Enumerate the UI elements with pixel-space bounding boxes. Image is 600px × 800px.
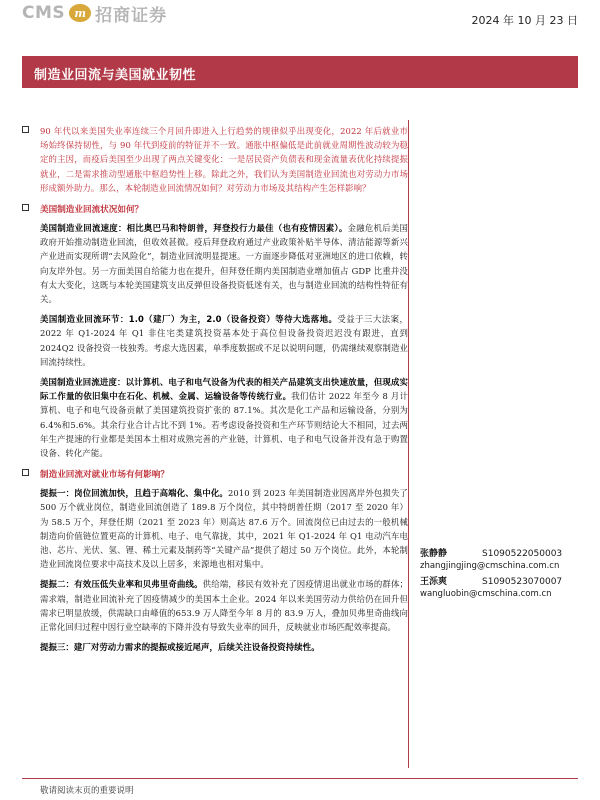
section-paragraph: 美国制造业回流进度：以计算机、电子和电气设备为代表的相关产品建筑支出快速放量，但现成实际工作量的依旧集中在石化、机械、金属、运输设备等传统行业。我们估计 2022 年至今 8 月计算机、电子和电气设备贡献了美国建筑投资扩张的 87.1%。其次是化工产品和运输设备，分别为 6.4%和5.6%。其余行业合计占比不到 1%。若考虑设备投资和生产环节则结论大不相同，过去两年生产提速的行业都是美国本土相对成熟完善的产业链，计算机、电子和电气设备并没有急于购置设备、转化产能。	[40, 377, 408, 459]
section-heading: 美国制造业回流状况如何？	[40, 203, 408, 215]
square-bullet-icon	[22, 126, 29, 133]
analyst-name: 张静静	[420, 549, 448, 559]
section-paragraph: 美国制造业回流环节：1.0（建厂）为主，2.0（设备投资）等待大选落地。受益于三大法案，2022 年 Q1-2024 年 Q1 非住宅类建筑投资基本处于高位但设备投资迟迟没有跟进，直到 2024Q2 设备投资一枝独秀。考虑大选因素，单季度数据或不足以说明问题，仍需继续观察制造业回流持续性。	[40, 314, 408, 367]
section-heading: 制造业回流对就业市场有何影响？	[40, 468, 408, 480]
square-bullet-icon	[22, 204, 29, 211]
footer-divider	[22, 778, 578, 779]
section-paragraph: 提振二：有效压低失业率和贝弗里奇曲线。供给端，移民有效补充了因疫情退出就业市场的群体；需求端，制造业回流补充了因疫情减少的美国本土企业。2024 年以来美国劳动力供给仍在回升但需求已明显放缓，供需缺口由峰值的653.9 万人降至今年 8 月的 83.9 万人，叠加贝弗里奇曲线向正常化回归过程中因行业空缺率的下降并没有导致失业率的回升，反映就业市场匹配效率提高。	[40, 579, 408, 633]
section-paragraph: 提振一：岗位回流加快，且趋于高端化、集中化。2010 到 2023 年美国制造业因离岸外包损失了 500 万个就业岗位，制造业回流创造了 189.8 万个岗位，其中特朗普任期（2017 至 2020 年）为 58.5 万个，拜登任期（2021 至 2023 年）则高达 87.6 万个。回流岗位已由过去的一般机械制造向价值链位置更高的计算机、电子、电气靠拢，其中，2021 年 Q1-2024 年 Q1 电动汽车电池、芯片、光伏、氢、锂、稀土元素及制药等“关键产品”提供了超过 50 万个岗位。此外，本轮制造业回流岗位要求中高技术及以上居多，来源地也相对集中。	[40, 488, 409, 570]
summary-block	[40, 124, 408, 195]
section-paragraph: 提振三：建厂对劳动力需求的提振或接近尾声，后续关注设备投资持续性。	[40, 642, 320, 653]
logo-chinese-name: 招商证券	[95, 5, 168, 26]
main-content	[40, 124, 408, 655]
footer-disclaimer: 敬请阅读末页的重要说明	[40, 786, 134, 796]
logo-text: CMS	[22, 3, 66, 23]
report-date: 2024 年 10 月 23 日	[471, 14, 578, 27]
sidebar-divider	[408, 120, 409, 768]
analyst-email[interactable]: zhangjingjing@cmschina.com.cn	[420, 561, 560, 571]
report-title: 制造业回流与美国就业韧性	[34, 68, 197, 83]
page-header	[0, 0, 600, 40]
title-bar	[22, 56, 578, 88]
analyst-email[interactable]: wangluobin@cmschina.com.cn	[420, 589, 552, 599]
logo-badge-icon: m	[69, 4, 91, 22]
summary-text: 90 年代以来美国失业率连续三个月回升即进入上行趋势的规律似乎出现变化，2022 年后就业市场始终保持韧性，与 90 年代到疫前的特征并不一致。通胀中枢偏低是此前就业周期性波动较为稳定的主因，而疫后美国至少出现了两点关键变化：一是居民资产负债表和现金流量表优化持续提振就业，二是需求推动型通胀中枢趋势性上移。除此之外，我们认为美国制造业回流也对劳动力市场形成额外助力。那么，本轮制造业回流情况如何？对劳动力市场及其结构产生怎样影响？	[40, 126, 408, 193]
analyst-row	[420, 546, 562, 559]
section-paragraph: 美国制造业回流速度：相比奥巴马和特朗普，拜登投行力最佳（也有疫情因素）。金融危机后美国政府开始推动制造业回流，但收效甚微。疫后拜登政府通过产业政策补贴半导体、清洁能源等新兴产业进而实现所谓“去风险化”，制造业回流明显提速。一方面逐步降低对亚洲地区的进口依赖，转向友岸外包。另一方面美国自给能力也在提升，但拜登任期内美国制造业增加值占 GDP 比重并没有太大变化，这既与本轮美国建筑支出反弹但设备投资低迷有关，也与制造业回流的结构性特征有关。	[40, 223, 408, 305]
cms-logo	[22, 2, 167, 24]
analyst-license-id: S1090522050003	[482, 549, 563, 559]
analyst-name: 王泺爽	[420, 577, 448, 587]
square-bullet-icon	[22, 469, 29, 476]
analyst-row	[420, 574, 562, 587]
analyst-license-id: S1090523070007	[482, 577, 563, 587]
